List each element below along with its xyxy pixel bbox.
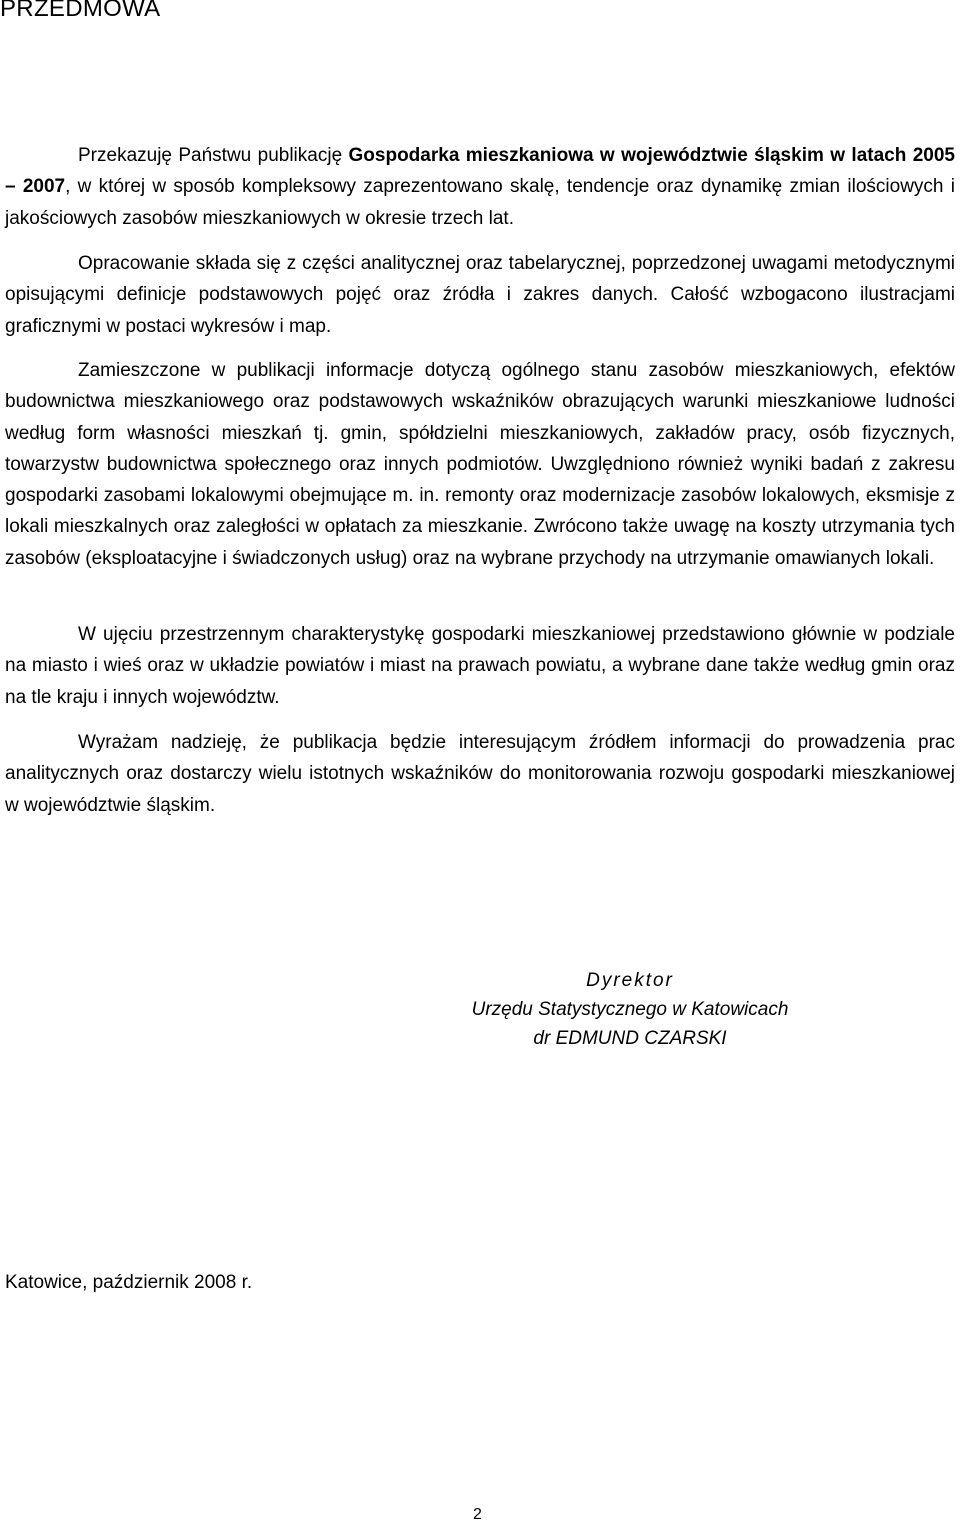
signature-title: Dyrektor (586, 970, 674, 991)
paragraph-spatial-text: W ujęciu przestrzennym charakterystykę gospodarki mieszkaniowej przedstawiono głównie w podziale na miasto i wieś oraz w układzie powiatów i miast na prawach powiatu, a wybrane dane także według gmin oraz na tle kraju i innych województw. (5, 624, 955, 708)
publication-title: Gospodarka mieszkaniowa w województwie śląskim w latach 2005 – 2007 (5, 145, 955, 198)
page-number: 2 (473, 1506, 482, 1523)
paragraph-spatial (5, 619, 955, 713)
paragraph-content-text: Zamieszczone w publikacji informacje dotyczą ogólnego stanu zasobów mieszkaniowych, efektów budownictwa mieszkaniowego oraz podstawowych wskaźników obrazujących warunki mieszkaniowe ludności według form własności mieszkań tj. gmin, spółdzielni mieszkaniowych, zakładów pracy, osób fizycznych, towarzystw budownictwa społecznego oraz innych podmiotów. Uwzględniono również wyniki badań z zakresu gospodarki zasobami lokalowymi obejmujące m. in. remonty oraz modernizacje zasobów lokalowych, eksmisje z lokali mieszkalnych oraz zaległości w opłatach za mieszkanie. Zwrócono także uwagę na koszty utrzymania tych zasobów (eksploatacyjne i świadczonych usług) oraz na wybrane przychody na utrzymanie omawianych lokali. (5, 360, 955, 569)
paragraph-intro-lead: Przekazuję Państwu publikację (78, 145, 349, 166)
paragraph-structure (5, 248, 955, 342)
place-and-date: Katowice, październik 2008 r. (5, 1272, 253, 1293)
paragraph-intro-rest: , w której w sposób kompleksowy zaprezentowano skalę, tendencje oraz dynamikę zmian ilościowych i jakościowych zasobów mieszkaniowych w okresie trzech lat. (5, 176, 955, 229)
paragraph-structure-text: Opracowanie składa się z części analitycznej oraz tabelarycznej, poprzedzonej uwagami metodycznymi opisującymi definicje podstawowych pojęć oraz źródła i zakres danych. Całość wzbogacono ilustracjami graficznymi w postaci wykresów i map. (5, 253, 955, 337)
signature-name: dr EDMUND CZARSKI (533, 1028, 727, 1049)
paragraph-closing (5, 727, 955, 821)
page-heading: PRZEDMOWA (0, 0, 161, 22)
signature-office: Urzędu Statystycznego w Katowicach (471, 999, 789, 1020)
paragraph-intro (5, 140, 955, 234)
paragraph-content (5, 355, 955, 574)
paragraph-closing-text: Wyrażam nadzieję, że publikacja będzie interesującym źródłem informacji do prowadzenia prac analitycznych oraz dostarczy wielu istotnych wskaźników do monitorowania rozwoju gospodarki mieszkaniowej w województwie śląskim. (5, 732, 955, 816)
